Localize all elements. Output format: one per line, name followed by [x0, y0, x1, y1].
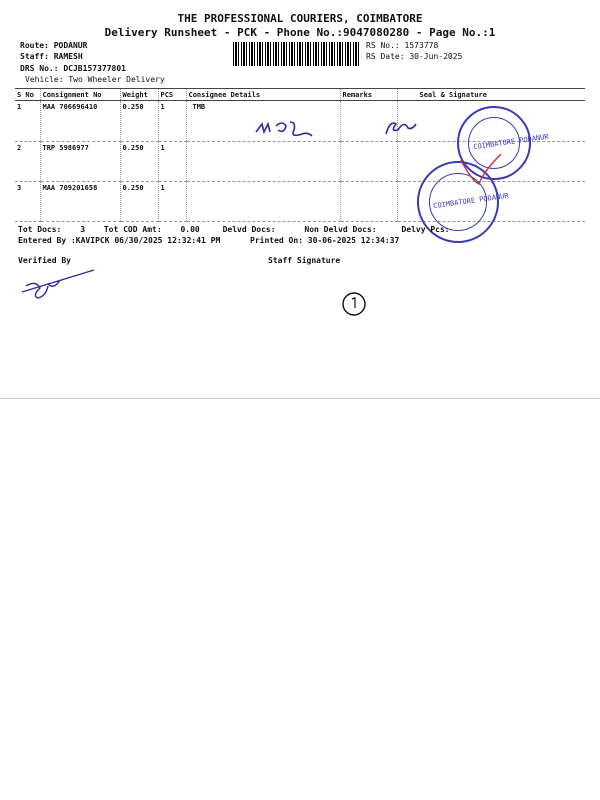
- runsheet-title: Delivery Runsheet - PCK - Phone No.:9047080280 - Page No.:1: [104, 26, 496, 39]
- company-title: THE PROFESSIONAL COURIERS, COIMBATORE: [177, 12, 423, 25]
- cell-weight: 0.250: [120, 101, 158, 142]
- stamp-signature: [455, 150, 505, 190]
- col-consignment: Consignment No: [40, 89, 120, 101]
- staff-signature-label: Staff Signature: [268, 256, 341, 265]
- cell-weight: 0.250: [120, 142, 158, 182]
- cell-consignee: TMB: [186, 101, 340, 142]
- cell-pcs: 1: [158, 101, 186, 142]
- cell-consignment: MAA 706696410: [40, 101, 120, 142]
- cell-consignment: MAA 709201658: [40, 182, 120, 222]
- cell-pcs: 1: [158, 182, 186, 222]
- tot-docs-value: 3: [80, 225, 86, 234]
- staff-label: Staff:: [20, 52, 49, 61]
- route-label: Route:: [20, 41, 49, 50]
- cell-remarks: [340, 182, 397, 222]
- fold-line: [0, 398, 600, 399]
- route-value: PODANUR: [53, 41, 88, 50]
- rs-date-value: 30-Jun-2025: [409, 52, 463, 61]
- rs-date-label: RS Date:: [366, 52, 405, 61]
- col-seal: Seal & Signature: [397, 89, 585, 101]
- stamp-text: COIMBATORE PODANUR: [472, 132, 550, 152]
- tot-cod-label: Tot COD Amt:: [103, 225, 162, 234]
- printed-on: Printed On: 30-06-2025 12:34:37: [250, 236, 400, 245]
- stamp-text: COIMBATORE PODANUR: [432, 191, 510, 211]
- drs-line: [20, 64, 126, 73]
- tot-docs-label: Tot Docs:: [18, 225, 62, 234]
- verifier-signature: [18, 268, 98, 300]
- cell-sno: 2: [15, 142, 40, 182]
- col-sno: S No: [15, 89, 40, 101]
- staff-value: RAMESH: [53, 52, 83, 61]
- entered-by: Entered By :KAVIPCK 06/30/2025 12:32:41 PM: [18, 236, 221, 245]
- drs-value: DCJB157377801: [63, 64, 126, 73]
- vehicle-line: [25, 75, 165, 84]
- totals-line: [18, 225, 450, 234]
- drs-label: DRS No.:: [20, 64, 59, 73]
- consignee-signature: [252, 112, 332, 142]
- cell-weight: 0.250: [120, 182, 158, 222]
- non-delvd-label: Non Delvd Docs:: [304, 225, 377, 234]
- cell-sno: 3: [15, 182, 40, 222]
- staff-signature-mark: [340, 290, 370, 320]
- cell-pcs: 1: [158, 142, 186, 182]
- route-line: [20, 41, 87, 50]
- cell-consignment: TRP 5986977: [40, 142, 120, 182]
- rs-no-label: RS No.:: [366, 41, 400, 50]
- col-remarks: Remarks: [340, 89, 397, 101]
- tot-cod-value: 0.00: [180, 225, 200, 234]
- vehicle-value: Two Wheeler Delivery: [68, 75, 165, 84]
- delvd-label: Delvd Docs:: [222, 225, 276, 234]
- rs-date-line: [366, 52, 462, 61]
- col-weight: Weight: [120, 89, 158, 101]
- barcode: [233, 42, 360, 66]
- seal-signature: [382, 112, 422, 142]
- cell-consignee: [186, 182, 340, 222]
- cell-remarks: [340, 142, 397, 182]
- vehicle-label: Vehicle:: [25, 75, 64, 84]
- col-consignee: Consignee Details: [186, 89, 340, 101]
- col-pcs: PCS: [158, 89, 186, 101]
- verified-by-label: Verified By: [18, 256, 71, 265]
- staff-line: [20, 52, 83, 61]
- table-header-row: [15, 89, 585, 101]
- cell-sno: 1: [15, 101, 40, 142]
- rs-no-line: [366, 41, 438, 50]
- cell-consignee: [186, 142, 340, 182]
- rs-no-value: 1573778: [404, 41, 439, 50]
- delvy-label: Delvy Pcs:: [401, 225, 450, 234]
